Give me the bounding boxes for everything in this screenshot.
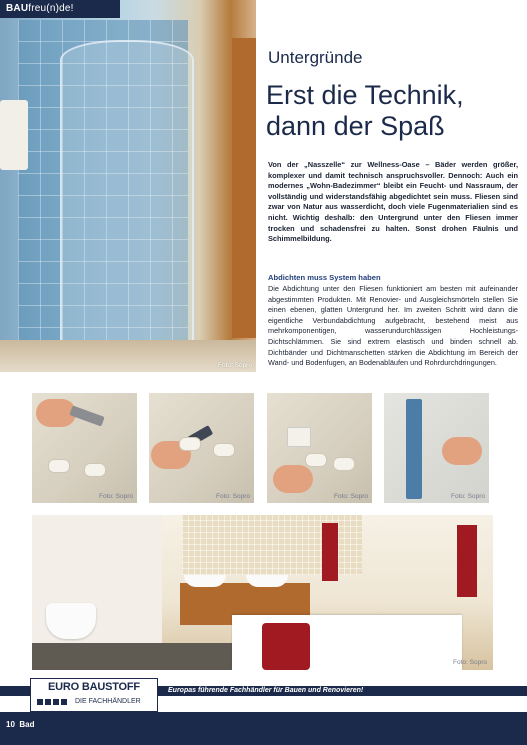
red-towel	[457, 525, 477, 597]
photo-credit: Foto: Sopro	[218, 362, 252, 369]
brand-rest: freu(n)de!	[28, 3, 74, 14]
pipe	[213, 443, 235, 457]
floor	[32, 643, 232, 670]
brand-bold: BAU	[6, 3, 29, 14]
page-number-value: 10	[6, 720, 15, 729]
step-photo-3	[267, 393, 372, 503]
page-footer	[0, 712, 527, 745]
towel	[0, 100, 28, 170]
trowel	[69, 405, 104, 426]
logo-sub: DIE FACHHÄNDLER	[75, 698, 141, 705]
article-lead: Von der „Nasszelle“ zur Wellness-Oase – Bäder werden größer, komplexer und damit technisch anspruchsvoller. Dennoch: Auch ein modernes „Wohn-Badezimmer“ bleibt ein Feucht- und Nassraum, der vollständig und widerstandsfähig abgedichtet sein muss. Fliesen sind zwar von Natur aus wasserdicht, doch viele Fugenmaterialien sind es nicht. Wichtig deshalb: den Untergrund unter den Fliesen immer trocken und schadensfrei zu halten. Sonst drohen Fäulnis und Schimmelbildung.	[268, 160, 518, 244]
logo-squares-icon	[37, 699, 67, 705]
page-number	[6, 720, 34, 729]
headline-line-2: dann der Spaß	[266, 111, 445, 141]
sealing-tape	[406, 399, 422, 499]
red-towel	[262, 623, 310, 670]
pipe	[179, 437, 201, 451]
hand	[273, 465, 313, 493]
step-photo-4	[384, 393, 489, 503]
logo-main: EURO BAUSTOFF	[48, 681, 140, 693]
bathroom-photo	[32, 515, 493, 670]
pipe	[333, 457, 355, 471]
article-headline	[266, 80, 521, 142]
sink	[246, 575, 288, 587]
sink	[184, 575, 226, 587]
pipe	[305, 453, 327, 467]
article-kicker: Untergründe	[268, 48, 363, 67]
step-photo-2	[149, 393, 254, 503]
article-body: Die Abdichtung unter den Fliesen funktioniert am besten mit aufeinander abgestimmten Produkten. Mit Renovier- und Ausgleichsmörteln stellen Sie einen ebenen, glatten Untergrund her. Im zweiten Schritt wird dann die eigentliche Verbundabdichtung aufgebracht, bestehend meist aus mehrkomponentigen, wasserundurchlässigen Hochleistungs-Dichtschlämmen. Sie sind extrem elastisch und binden schnell ab. Dichtbänder und Dichtmanschetten stärken die Abdichtung im Bereich der Wand- und Bodenfugen, an Bodenabläufen und Rohrdurchdringungen.	[268, 284, 518, 368]
footer-slogan: Europas führende Fachhändler für Bauen und Renovieren!	[168, 687, 364, 694]
photo-credit: Foto: Sopro	[334, 493, 368, 500]
hero-shower-photo	[0, 0, 256, 372]
paint-roller	[287, 427, 311, 447]
photo-credit: Foto: Sopro	[99, 493, 133, 500]
headline-line-1: Erst die Technik,	[266, 80, 464, 110]
article-subhead: Abdichten muss System haben	[268, 273, 381, 282]
wood-panel	[232, 38, 256, 338]
step-photo-1	[32, 393, 137, 503]
pipe	[84, 463, 106, 477]
red-towel	[322, 523, 338, 581]
brand-tab	[0, 0, 120, 18]
eurobaustoff-logo	[30, 678, 158, 712]
glass-shower-enclosure	[60, 40, 194, 354]
toilet	[46, 603, 96, 639]
photo-credit: Foto: Sopro	[453, 659, 487, 666]
section-name: Bad	[19, 720, 35, 729]
photo-credit: Foto: Sopro	[451, 493, 485, 500]
hand	[442, 437, 482, 465]
photo-credit: Foto: Sopro	[216, 493, 250, 500]
pipe	[48, 459, 70, 473]
